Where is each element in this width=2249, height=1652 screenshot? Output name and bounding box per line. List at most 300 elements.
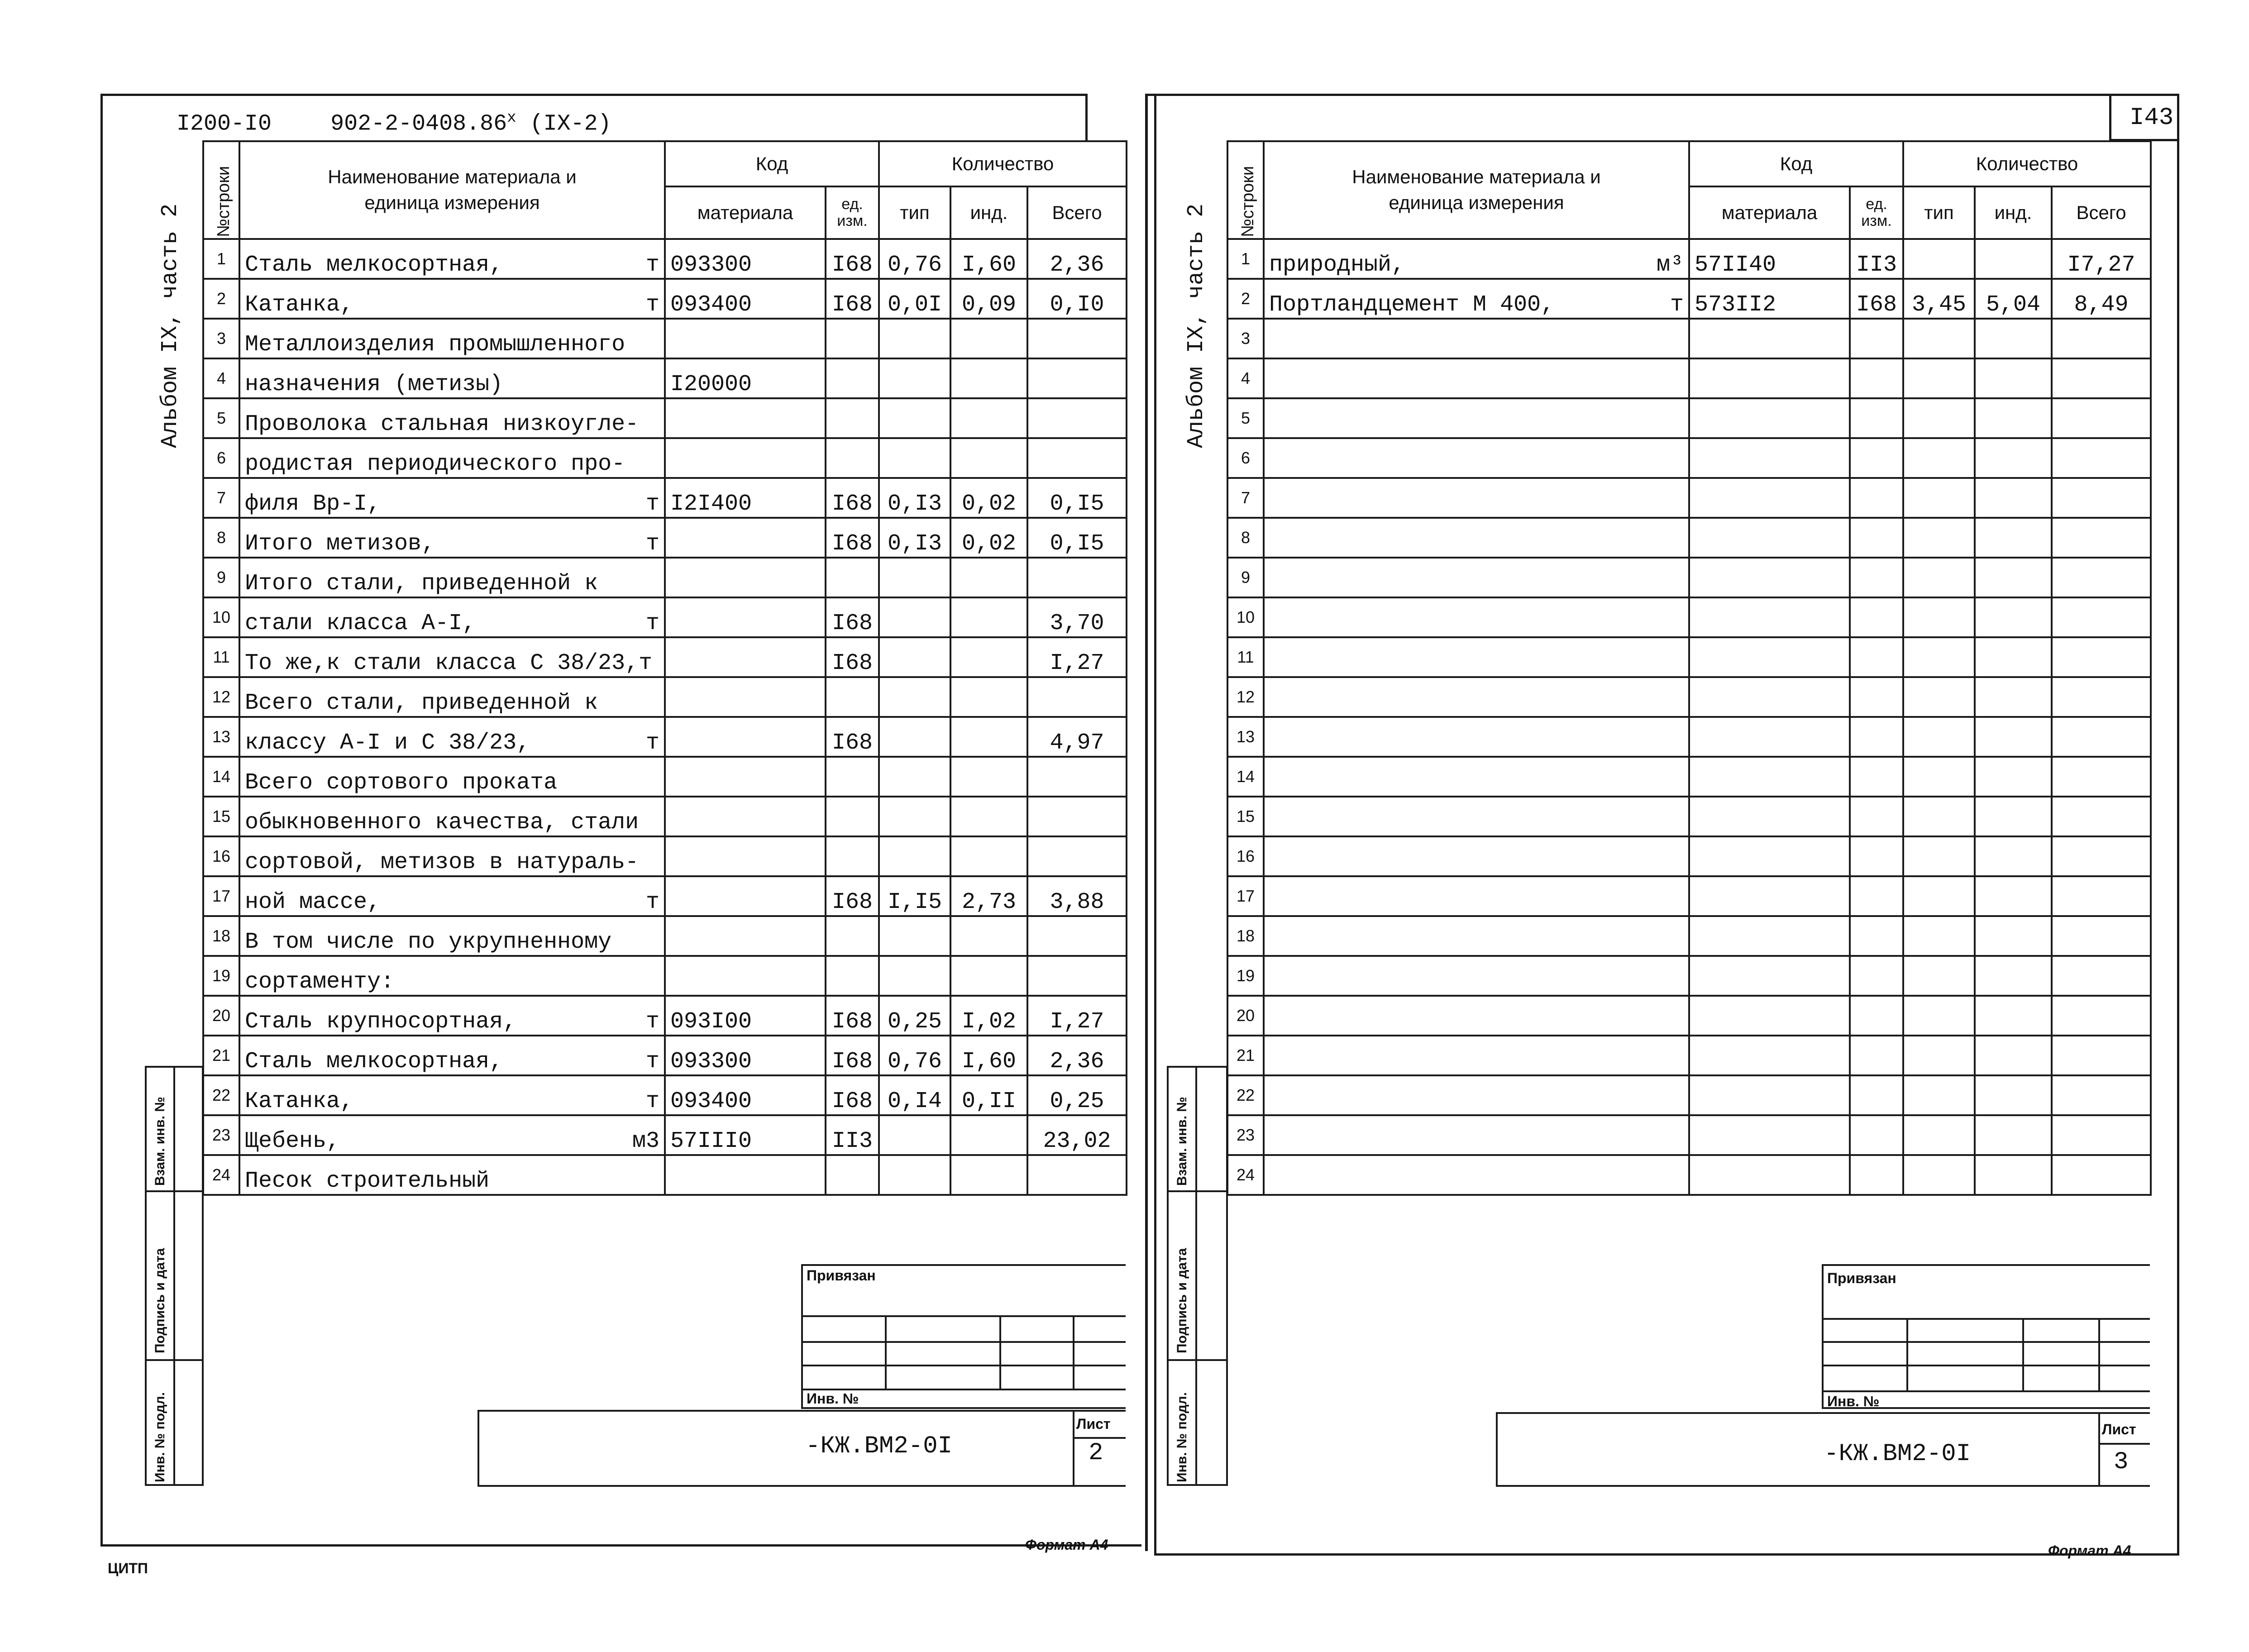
material-code <box>1689 757 1850 797</box>
name-header-right: Наименование материала и единица измерения <box>1264 141 1689 239</box>
qty-ind <box>1975 956 2052 996</box>
row-number: 18 <box>203 916 239 956</box>
qty-type <box>1903 1036 1975 1075</box>
row-number: 4 <box>1227 358 1264 398</box>
qty-ind <box>950 358 1027 398</box>
unit-code <box>1850 1115 1903 1155</box>
material-name: Портландцемент М 400, <box>1269 292 1555 318</box>
material-code <box>665 876 826 916</box>
table-row <box>1227 518 2151 558</box>
material-name-cell <box>1264 1115 1689 1155</box>
material-name-cell <box>1264 597 1689 637</box>
qty-total <box>1027 916 1127 956</box>
material-name-wrap <box>245 491 659 517</box>
qty-type <box>1903 319 1975 358</box>
left-list-label: Лист <box>1076 1416 1111 1432</box>
qty-type <box>879 717 950 757</box>
material-name-cell <box>1264 876 1689 916</box>
qty-total-header-right: Всего <box>2052 186 2151 239</box>
table-row <box>203 358 1127 398</box>
material-name: природный, <box>1269 252 1405 278</box>
material-name-cell <box>239 637 665 677</box>
unit-code: I68 <box>1850 279 1903 319</box>
qty-type: 0,I3 <box>879 478 950 518</box>
right-sheet-top-rule <box>1148 94 2179 96</box>
material-unit: т <box>645 292 659 318</box>
qty-ind <box>950 637 1027 677</box>
material-name: сортаменту: <box>245 969 395 995</box>
table-row <box>203 239 1127 279</box>
qty-type <box>1903 478 1975 518</box>
qty-total: 3,70 <box>1027 597 1127 637</box>
table-row <box>203 1155 1127 1195</box>
table-row <box>203 558 1127 597</box>
qty-total <box>2052 717 2151 757</box>
unit-code <box>1850 996 1903 1036</box>
material-code <box>1689 916 1850 956</box>
qty-ind <box>1975 1115 2052 1155</box>
code-unit-header-right: ед. изм. <box>1850 186 1903 239</box>
table-row <box>1227 677 2151 717</box>
row-number: 19 <box>1227 956 1264 996</box>
material-code <box>1689 956 1850 996</box>
name-header: Наименование материала и единица измерения <box>239 141 665 239</box>
table-row <box>203 717 1127 757</box>
right-sheet-number: 3 <box>2114 1448 2129 1476</box>
unit-code <box>1850 358 1903 398</box>
material-name-wrap <box>245 372 659 397</box>
material-name: стали класса А-I, <box>245 611 476 636</box>
qty-total <box>2052 319 2151 358</box>
material-name: Песок строительный <box>245 1168 490 1194</box>
row-number: 20 <box>1227 996 1264 1036</box>
qty-total <box>2052 1155 2151 1195</box>
qty-ind <box>1975 398 2052 438</box>
row-number: 8 <box>203 518 239 558</box>
right-inv-no-label: Инв. № <box>1827 1393 1880 1409</box>
left-podpis-label: Подпись и дата <box>153 1248 167 1353</box>
material-code: I2I400 <box>665 478 826 518</box>
code-material-header: материала <box>665 186 826 239</box>
table-row <box>203 438 1127 478</box>
table-row <box>203 797 1127 836</box>
material-name: обыкновенного качества, стали <box>245 810 639 836</box>
qty-total <box>1027 358 1127 398</box>
row-number: 9 <box>203 558 239 597</box>
table-row <box>1227 319 2151 358</box>
row-number: 14 <box>1227 757 1264 797</box>
qty-ind <box>1975 518 2052 558</box>
table-row <box>1227 956 2151 996</box>
material-unit: т <box>645 1049 659 1074</box>
material-name-wrap <box>1269 252 1684 278</box>
row-number: 21 <box>1227 1036 1264 1075</box>
unit-code <box>1850 478 1903 518</box>
unit-code <box>826 319 879 358</box>
material-code <box>1689 1115 1850 1155</box>
qty-ind <box>950 836 1027 876</box>
row-number: 13 <box>203 717 239 757</box>
row-number: 24 <box>203 1155 239 1195</box>
left-tb-col-2 <box>999 1315 1001 1389</box>
material-name-wrap <box>245 252 659 278</box>
qty-ind <box>950 558 1027 597</box>
right-vzam-label: Взам. инв. № <box>1175 1097 1189 1186</box>
material-name-cell <box>1264 279 1689 319</box>
material-code <box>1689 398 1850 438</box>
album-label-left: Альбом IX, часть 2 <box>158 203 183 448</box>
qty-type <box>1903 797 1975 836</box>
material-code <box>665 637 826 677</box>
material-name: Сталь мелкосортная, <box>245 252 503 278</box>
row-number: 5 <box>203 398 239 438</box>
row-number: 15 <box>1227 797 1264 836</box>
qty-total <box>2052 956 2151 996</box>
material-name-cell <box>239 358 665 398</box>
material-name-wrap <box>245 929 659 955</box>
material-name: Итого метизов, <box>245 531 435 557</box>
table-row <box>1227 279 2151 319</box>
qty-type <box>879 1155 950 1195</box>
qty-ind: 0,02 <box>950 478 1027 518</box>
material-name-wrap <box>1269 292 1684 318</box>
qty-ind: 5,04 <box>1975 279 2052 319</box>
table-row <box>203 319 1127 358</box>
material-name-cell <box>239 1036 665 1075</box>
row-number: 6 <box>203 438 239 478</box>
unit-code: I68 <box>826 717 879 757</box>
unit-code: II3 <box>1850 239 1903 279</box>
qty-ind <box>1975 597 2052 637</box>
qty-type <box>1903 876 1975 916</box>
left-tb-rule-3 <box>801 1365 1126 1366</box>
material-code <box>1689 1155 1850 1195</box>
qty-ind <box>1975 239 2052 279</box>
material-code <box>665 597 826 637</box>
row-no-header <box>203 141 239 239</box>
material-unit: т <box>1670 292 1684 318</box>
material-code <box>665 438 826 478</box>
material-name-cell <box>1264 637 1689 677</box>
unit-code <box>1850 518 1903 558</box>
qty-type <box>1903 637 1975 677</box>
right-materials-table <box>1227 140 2152 1196</box>
qty-total <box>2052 836 2151 876</box>
material-code <box>665 797 826 836</box>
material-code <box>665 319 826 358</box>
qty-ind: 0,II <box>950 1075 1027 1115</box>
unit-code: I68 <box>826 279 879 319</box>
right-tb-rule-2 <box>1822 1341 2150 1343</box>
table-row <box>203 956 1127 996</box>
row-number: 16 <box>203 836 239 876</box>
qty-total <box>1027 319 1127 358</box>
qty-type-header: тип <box>879 186 950 239</box>
unit-code <box>826 757 879 797</box>
code-header: Код <box>665 141 879 186</box>
qty-total <box>1027 1155 1127 1195</box>
qty-type <box>1903 1075 1975 1115</box>
material-code <box>1689 836 1850 876</box>
table-row <box>203 597 1127 637</box>
left-table-body <box>203 239 1127 1195</box>
qty-ind <box>950 398 1027 438</box>
qty-total <box>2052 558 2151 597</box>
qty-ind: 0,09 <box>950 279 1027 319</box>
unit-code <box>1850 717 1903 757</box>
qty-type: I,I5 <box>879 876 950 916</box>
material-code <box>1689 358 1850 398</box>
org-label: ЦИТП <box>108 1560 148 1576</box>
table-row <box>203 1115 1127 1155</box>
unit-code <box>1850 1036 1903 1075</box>
qty-total: 4,97 <box>1027 717 1127 757</box>
unit-code <box>1850 836 1903 876</box>
qty-total <box>2052 916 2151 956</box>
material-name: Всего сортового проката <box>245 770 558 796</box>
qty-total <box>1027 797 1127 836</box>
qty-type <box>1903 558 1975 597</box>
material-name-cell <box>1264 836 1689 876</box>
table-row <box>1227 438 2151 478</box>
table-row <box>203 518 1127 558</box>
unit-code <box>826 398 879 438</box>
material-code: 093400 <box>665 279 826 319</box>
unit-code <box>826 358 879 398</box>
material-name-cell <box>239 438 665 478</box>
unit-code <box>826 956 879 996</box>
row-number: 22 <box>1227 1075 1264 1115</box>
material-name: Сталь крупносортная, <box>245 1009 517 1035</box>
table-row <box>203 279 1127 319</box>
code-header-right: Код <box>1689 141 1903 186</box>
right-table-body <box>1227 239 2151 1195</box>
table-row <box>1227 916 2151 956</box>
qty-type <box>1903 677 1975 717</box>
material-code: 093400 <box>665 1075 826 1115</box>
qty-ind <box>950 1115 1027 1155</box>
material-name-cell <box>1264 717 1689 757</box>
row-number: 16 <box>1227 836 1264 876</box>
unit-code <box>1850 956 1903 996</box>
row-number: 13 <box>1227 717 1264 757</box>
table-row <box>1227 597 2151 637</box>
material-code: 093I00 <box>665 996 826 1036</box>
row-number: 20 <box>203 996 239 1036</box>
qty-ind-header-right: инд. <box>1975 186 2052 239</box>
material-name-cell <box>239 558 665 597</box>
material-code <box>1689 797 1850 836</box>
unit-code <box>1850 1075 1903 1115</box>
material-name-cell <box>1264 398 1689 438</box>
qty-type: 0,25 <box>879 996 950 1036</box>
material-code: 57II40 <box>1689 239 1850 279</box>
table-row <box>203 1075 1127 1115</box>
material-name: классу А-I и С 38/23, <box>245 730 530 756</box>
qty-total: I,27 <box>1027 996 1127 1036</box>
qty-type <box>879 916 950 956</box>
sheet-divider <box>1145 94 1148 1551</box>
qty-total <box>2052 876 2151 916</box>
qty-ind: I,02 <box>950 996 1027 1036</box>
right-privyazan-label: Привязан <box>1827 1270 1896 1286</box>
material-name-cell <box>239 717 665 757</box>
left-invpodl-label: Инв. № подл. <box>153 1392 167 1482</box>
qty-type-header-right: тип <box>1903 186 1975 239</box>
material-name-wrap <box>245 650 659 676</box>
unit-code <box>1850 438 1903 478</box>
qty-type <box>879 797 950 836</box>
material-code <box>1689 677 1850 717</box>
qty-ind <box>1975 438 2052 478</box>
table-row <box>203 757 1127 797</box>
material-name-cell <box>239 478 665 518</box>
material-name-cell <box>1264 757 1689 797</box>
material-code <box>665 677 826 717</box>
table-row <box>1227 757 2151 797</box>
qty-total-header: Всего <box>1027 186 1127 239</box>
qty-ind <box>1975 717 2052 757</box>
unit-code <box>1850 757 1903 797</box>
table-row <box>1227 637 2151 677</box>
qty-total <box>2052 358 2151 398</box>
table-row <box>203 478 1127 518</box>
right-doc-box-rule <box>2098 1443 2150 1445</box>
qty-type <box>1903 518 1975 558</box>
material-code <box>665 717 826 757</box>
qty-total <box>2052 438 2151 478</box>
material-name: Проволока стальная низкоугле- <box>245 411 639 437</box>
qty-type <box>1903 757 1975 797</box>
qty-ind <box>950 757 1027 797</box>
material-name-cell <box>1264 996 1689 1036</box>
qty-total <box>1027 757 1127 797</box>
qty-total <box>1027 956 1127 996</box>
right-tb-col-2 <box>2022 1318 2024 1390</box>
material-code <box>665 558 826 597</box>
qty-total <box>2052 677 2151 717</box>
material-name-cell <box>1264 1155 1689 1195</box>
quantity-header: Количество <box>879 141 1127 186</box>
material-code <box>665 956 826 996</box>
qty-type: 0,76 <box>879 1036 950 1075</box>
qty-type <box>1903 358 1975 398</box>
unit-code: II3 <box>826 1115 879 1155</box>
qty-ind <box>950 717 1027 757</box>
qty-ind <box>1975 637 2052 677</box>
material-name-cell <box>239 1115 665 1155</box>
left-privyazan-label: Привязан <box>807 1267 876 1284</box>
material-name-cell <box>239 677 665 717</box>
left-format-label: Формат А4 <box>1025 1537 1108 1553</box>
left-doc-box-rule <box>1073 1437 1126 1439</box>
qty-type <box>879 398 950 438</box>
row-number: 21 <box>203 1036 239 1075</box>
qty-ind <box>1975 916 2052 956</box>
table-row <box>203 916 1127 956</box>
material-name-wrap <box>245 1168 659 1194</box>
unit-code <box>1850 558 1903 597</box>
unit-code <box>1850 916 1903 956</box>
unit-code: I68 <box>826 478 879 518</box>
unit-code: I68 <box>826 876 879 916</box>
qty-ind: 0,02 <box>950 518 1027 558</box>
row-number: 2 <box>203 279 239 319</box>
qty-total: 8,49 <box>2052 279 2151 319</box>
doc-series: 902-2-0408.86 <box>330 111 507 137</box>
right-invpodl-label: Инв. № подл. <box>1175 1392 1189 1482</box>
qty-ind: 2,73 <box>950 876 1027 916</box>
material-name-cell <box>239 996 665 1036</box>
table-row <box>1227 398 2151 438</box>
material-name-wrap <box>245 332 659 358</box>
row-number: 11 <box>1227 637 1264 677</box>
material-code <box>1689 1036 1850 1075</box>
qty-ind <box>950 1155 1027 1195</box>
unit-code: I68 <box>826 1075 879 1115</box>
qty-total: 3,88 <box>1027 876 1127 916</box>
qty-ind <box>1975 1075 2052 1115</box>
left-doc-box <box>477 1410 1126 1487</box>
row-number: 3 <box>1227 319 1264 358</box>
material-unit: т <box>645 611 659 636</box>
qty-total <box>2052 637 2151 677</box>
qty-ind <box>950 956 1027 996</box>
left-doc-number: -КЖ.ВМ2-0I <box>806 1432 953 1460</box>
material-name-wrap <box>245 690 659 716</box>
row-number: 12 <box>203 677 239 717</box>
material-name: Всего стали, приведенной к <box>245 690 598 716</box>
qty-type <box>879 358 950 398</box>
qty-type <box>879 677 950 717</box>
right-tb-rule-1 <box>1822 1318 2150 1320</box>
qty-ind <box>1975 677 2052 717</box>
qty-total <box>1027 558 1127 597</box>
right-doc-number: -КЖ.ВМ2-0I <box>1824 1440 1971 1468</box>
material-name-cell <box>239 797 665 836</box>
material-name-wrap <box>245 451 659 477</box>
code-material-header-right: материала <box>1689 186 1850 239</box>
material-name-wrap <box>245 1128 659 1154</box>
qty-type <box>1903 956 1975 996</box>
unit-code <box>826 677 879 717</box>
table-row <box>1227 1036 2151 1075</box>
unit-code <box>1850 597 1903 637</box>
qty-type: 0,I4 <box>879 1075 950 1115</box>
material-unit: м³ <box>1656 252 1684 278</box>
table-row <box>1227 836 2151 876</box>
qty-total <box>2052 1115 2151 1155</box>
material-name: сортовой, метизов в натураль- <box>245 850 639 875</box>
table-row <box>1227 717 2151 757</box>
unit-code: I68 <box>826 1036 879 1075</box>
left-side-stamp-rule-1 <box>145 1190 204 1192</box>
row-number: 1 <box>203 239 239 279</box>
qty-ind: I,60 <box>950 239 1027 279</box>
row-no-header-right-text: №строки <box>1238 166 1257 237</box>
qty-ind <box>1975 478 2052 518</box>
qty-type: 3,45 <box>1903 279 1975 319</box>
unit-code <box>1850 1155 1903 1195</box>
qty-type <box>1903 717 1975 757</box>
table-row <box>203 637 1127 677</box>
qty-type <box>1903 1155 1975 1195</box>
unit-code <box>826 836 879 876</box>
material-name: филя Вр-I, <box>245 491 381 517</box>
table-row <box>1227 876 2151 916</box>
qty-ind <box>1975 757 2052 797</box>
qty-type <box>1903 438 1975 478</box>
